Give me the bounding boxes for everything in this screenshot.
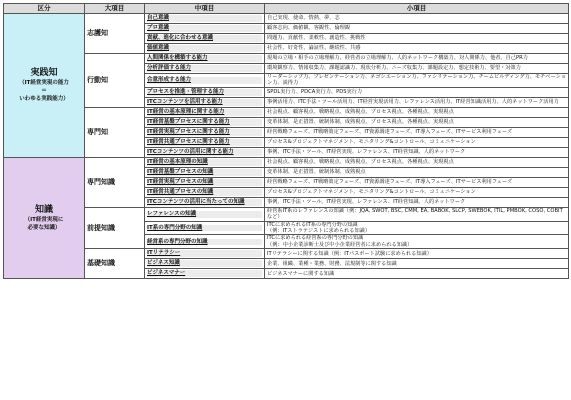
chu-item: レファレンスの知識 bbox=[147, 211, 262, 218]
chu-item: IT経営の基本原理の知識 bbox=[147, 159, 262, 166]
chu-item: IT経営の基本原理に関する能力 bbox=[147, 109, 262, 116]
chu-item: ITCコンテンツの活用に関する能力 bbox=[147, 149, 262, 156]
sho-item: ビジネスマナーに関する知識 bbox=[265, 269, 569, 279]
sho-item: ITCに求められるIT系の専門分野の知識 （例：ITストラテジストに求められる知識） bbox=[265, 221, 569, 235]
table-body bbox=[4, 14, 569, 279]
chu-item-cell bbox=[145, 269, 265, 279]
chu-item-cell bbox=[145, 235, 265, 249]
sho-item: 变革体制、是正措置、統制体制、成熟視点 bbox=[265, 167, 569, 177]
chu-item: IT系の専門分野の知識 bbox=[147, 225, 262, 232]
competency-table bbox=[3, 3, 569, 279]
sho-item: ITCに求められる経営系の専門分野の知識 （例：中小企業診断士及び中小企業経営者に求められる知識） bbox=[265, 235, 569, 249]
header-sho: 小項目 bbox=[265, 4, 569, 14]
sho-item: 環境観察力、情報収集力、課題認識力、現状分析力、ニーズ収集力、課題設定力、想定技術力、要望・対策力 bbox=[265, 64, 569, 74]
chu-item: IT経営共通プロセスの知識 bbox=[147, 189, 262, 196]
header-row bbox=[4, 4, 569, 14]
header-chu: 中項目 bbox=[145, 4, 265, 14]
sho-item: SPDL実行力、PDCA実行力、PDS実行力 bbox=[265, 87, 569, 97]
sho-item: 経営戦略フェーズ、IT戦略策定フェーズ、IT資源調達フェーズ、IT導入フェーズ、ITサービス利用フェーズ bbox=[265, 177, 569, 187]
chu-item: 貢献、進化に合わせる意識 bbox=[147, 35, 262, 42]
chu-item-cell bbox=[145, 97, 265, 107]
chu-item: 合意形成する能力 bbox=[147, 77, 262, 84]
kubun-subtitle: （IT経営実現の能力 ＝ いわゆる実践能力） bbox=[19, 80, 69, 103]
chu-item: IT経営実現プロセスの知識 bbox=[147, 179, 262, 186]
sho-item: リーダーシップ力、プレゼンテーション力、ネゴシエーション力、ファシリテーション力、チームビルディング力、モチベーション力、説得力 bbox=[265, 74, 569, 88]
sho-item: 経営戦略フェーズ、IT戦略策定フェーズ、IT資源調達フェーズ、IT導入フェーズ、ITサービス利用フェーズ bbox=[265, 127, 569, 137]
header-kubun: 区分 bbox=[4, 4, 85, 14]
chu-item: IT経営基盤プロセスに関する能力 bbox=[147, 119, 262, 126]
table-row bbox=[4, 54, 569, 64]
sho-item: プロセス&プロジェクトマネジメント、モニタリング&コントロール、コミュニケーション bbox=[265, 137, 569, 147]
chu-item: ITCコンテンツの活用に当たっての知識 bbox=[147, 199, 262, 206]
kubun-cell bbox=[4, 14, 85, 158]
kubun-subtitle: （IT経営実現に 必要な知識） bbox=[24, 217, 64, 232]
chu-item: 分析評価する能力 bbox=[147, 65, 262, 72]
sho-item: 顧客志向、価値観、客観性、倫理観 bbox=[265, 24, 569, 34]
dai-item: 専門知 bbox=[85, 107, 145, 157]
table-row bbox=[4, 107, 569, 117]
table-row bbox=[4, 249, 569, 259]
chu-item: ITリテラシー bbox=[147, 250, 262, 257]
chu-item-cell bbox=[145, 14, 265, 24]
chu-item: 経営系の専門分野の知識 bbox=[147, 239, 262, 246]
sho-item: 自己実現、使命、情熱、夢、志 bbox=[265, 14, 569, 24]
chu-item: ビジネスマナー bbox=[147, 270, 262, 277]
sho-item: ITリテラシーに関する知識（例：ITパスポート試験に求められる知識） bbox=[265, 249, 569, 259]
chu-item-cell bbox=[145, 221, 265, 235]
chu-item-cell bbox=[145, 107, 265, 117]
chu-item-cell bbox=[145, 64, 265, 74]
chu-item-cell bbox=[145, 157, 265, 167]
table-row bbox=[4, 207, 569, 221]
chu-item: プロセスを推進・管理する能力 bbox=[147, 89, 262, 96]
chu-item-cell bbox=[145, 24, 265, 34]
chu-item-cell bbox=[145, 34, 265, 44]
header-dai: 大項目 bbox=[85, 4, 145, 14]
dai-item: 基礎知識 bbox=[85, 249, 145, 279]
dai-item: 専門知識 bbox=[85, 157, 145, 207]
sho-item: 社会視点、顧客視点、戦略視点、成熟視点、プロセス視点、各種視点、実現視点 bbox=[265, 157, 569, 167]
sho-item: 事例、ITC手法・ツール、IT経営実現、レファレンス、IT経営知識、人的ネットワーク bbox=[265, 197, 569, 207]
chu-item: IT経営実現プロセスに関する能力 bbox=[147, 129, 262, 136]
chu-item-cell bbox=[145, 167, 265, 177]
chu-item: ITCコンテンツを活用する能力 bbox=[147, 99, 262, 106]
chu-item-cell bbox=[145, 259, 265, 269]
chu-item-cell bbox=[145, 147, 265, 157]
dai-item: 行動知 bbox=[85, 54, 145, 108]
dai-item: 志護知 bbox=[85, 14, 145, 54]
sho-item: 問題力、貢献性、柔軟性、創造性、挑戦性 bbox=[265, 34, 569, 44]
chu-item: ビジネス知識 bbox=[147, 260, 262, 267]
sho-item: 社会性、好奇性、論証性、継続性、共感 bbox=[265, 44, 569, 54]
chu-item-cell bbox=[145, 207, 265, 221]
chu-item: 人間関係を構築する能力 bbox=[147, 55, 262, 62]
chu-item-cell bbox=[145, 127, 265, 137]
chu-item-cell bbox=[145, 74, 265, 88]
sho-item: 企業、組織、業種・業務、財務、法規制等に関する知識 bbox=[265, 259, 569, 269]
chu-item: IT経営基盤プロセスの知識 bbox=[147, 169, 262, 176]
chu-item: IT経営共通プロセスに関する能力 bbox=[147, 139, 262, 146]
kubun-title: 知識 bbox=[34, 205, 53, 216]
chu-item-cell bbox=[145, 197, 265, 207]
chu-item-cell bbox=[145, 54, 265, 64]
chu-item: 自己意識 bbox=[147, 15, 262, 22]
chu-item: プロ意識 bbox=[147, 25, 262, 32]
chu-item-cell bbox=[145, 117, 265, 127]
chu-item-cell bbox=[145, 177, 265, 187]
chu-item: 価値意識 bbox=[147, 45, 262, 52]
sho-item: 経営系IT系のレファレンスの知識（例：JQA, SWOT, BSC, CMM, EA, BABOK, SLCP, SWEBOK, ITIL, PMBOK, COSO, COBITなど） bbox=[265, 207, 569, 221]
chu-item-cell bbox=[145, 137, 265, 147]
kubun-title: 実践知 bbox=[30, 68, 58, 79]
table-row bbox=[4, 157, 569, 167]
kubun-cell bbox=[4, 157, 85, 278]
chu-item-cell bbox=[145, 87, 265, 97]
chu-item-cell bbox=[145, 249, 265, 259]
chu-item-cell bbox=[145, 187, 265, 197]
sho-item: 事例、ITC手法・ツール、IT経営実現、レファレンス、IT経営知識、人的ネットワーク bbox=[265, 147, 569, 157]
sho-item: 事例活用力、ITC手法・ツール活用力、IT経営実現活用力、レファレンス活用力、IT経営知識活用力、人的ネットワーク活用力 bbox=[265, 97, 569, 107]
sho-item: 变革体制、是正措置、統制体制、成熟視点、プロセス視点、各種視点、実現視点 bbox=[265, 117, 569, 127]
sho-item: プロセス&プロジェクトマネジメント、モニタリング&コントロール、コミュニケーション bbox=[265, 187, 569, 197]
chu-item-cell bbox=[145, 44, 265, 54]
dai-item: 前提知識 bbox=[85, 207, 145, 248]
sho-item: 現場の立場・相手の立場理解力、経営者の立場理解力、人的ネットワーク構築力、対人関係力、他者、自己PR力 bbox=[265, 54, 569, 64]
table-row bbox=[4, 14, 569, 24]
sho-item: 社会視点、顧客視点、戦略視点、成熟視点、プロセス視点、各種視点、実現視点 bbox=[265, 107, 569, 117]
